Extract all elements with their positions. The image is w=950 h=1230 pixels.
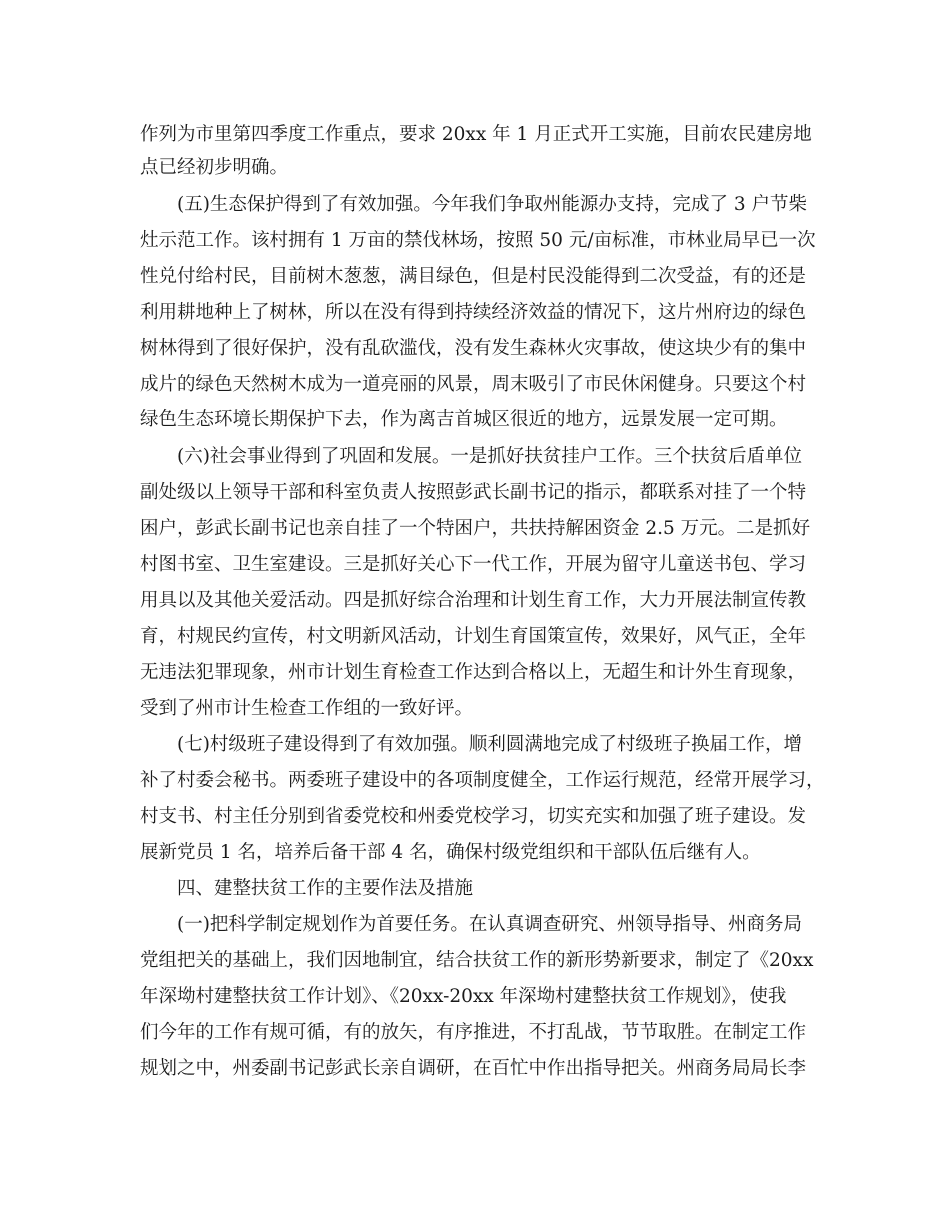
text-line: 年深坳村建整扶贫工作计划》、《20xx-20xx 年深坳村建整扶贫工作规划》，使我 (140, 986, 787, 1007)
text-line: 村图书室、卫生室建设。三是抓好关心下一代工作，开展为留守儿童送书包、学习 (140, 554, 807, 575)
text-line: 用具以及其他关爱活动。四是抓好综合治理和计划生育工作，大力开展法制宣传教 (140, 590, 807, 611)
text-line: 们今年的工作有规可循，有的放矢，有序推进，不打乱战，节节取胜。在制定工作 (140, 1022, 807, 1043)
subsection-1-heading-line: (一)把科学制定规划作为首要任务。在认真调查研究、州领导指导、州商务局 (177, 914, 802, 935)
text-line: 点已经初步明确。 (140, 157, 289, 178)
text-line: 受到了州市计生检查工作组的一致好评。 (140, 698, 474, 719)
text-line: 作列为市里第四季度工作重点，要求 20xx 年 1 月正式开工实施，目前农民建房地 (140, 124, 812, 145)
paragraph-6-heading-line: (六)社会事业得到了巩固和发展。一是抓好扶贫挂户工作。三个扶贫后盾单位 (177, 446, 802, 467)
text-line: 育，村规民约宣传，村文明新风活动，计划生育国策宣传，效果好，风气正，全年 (140, 626, 807, 647)
section-4-heading: 四、建整扶贫工作的主要作法及措施 (177, 878, 474, 899)
text-line: 灶示范工作。该村拥有 1 万亩的禁伐林场，按照 50 元/亩标准，市林业局早已一次 (140, 230, 816, 251)
text-line: 成片的绿色天然树木成为一道亮丽的风景，周末吸引了市民休闲健身。只要这个村 (140, 374, 807, 395)
text-line: 村支书、村主任分别到省委党校和州委党校学习，切实充实和加强了班子建设。发 (140, 806, 807, 827)
text-line: 规划之中，州委副书记彭武长亲自调研，在百忙中作出指导把关。州商务局局长李 (140, 1058, 807, 1079)
text-line: 树林得到了很好保护，没有乱砍滥伐，没有发生森林火灾事故，使这块少有的集中 (140, 338, 807, 359)
paragraph-5-heading-line: (五)生态保护得到了有效加强。今年我们争取州能源办支持，完成了 3 户节柴 (177, 194, 807, 215)
text-line: 绿色生态环境长期保护下去，作为离吉首城区很近的地方，远景发展一定可期。 (140, 409, 788, 430)
paragraph-7-heading-line: (七)村级班子建设得到了有效加强。顺利圆满地完成了村级班子换届工作，增 (177, 734, 802, 755)
text-line: 党组把关的基础上，我们因地制宜，结合扶贫工作的新形势新要求，制定了《20xx (140, 950, 814, 971)
text-line: 补了村委会秘书。两委班子建设中的各项制度健全，工作运行规范，经常开展学习， (140, 770, 825, 791)
text-line: 利用耕地种上了树林，所以在没有得到持续经济效益的情况下，这片州府边的绿色 (140, 302, 807, 323)
text-line: 困户，彭武长副书记也亲自挂了一个特困户，共扶持解困资金 2.5 万元。二是抓好 (140, 518, 811, 539)
text-line: 副处级以上领导干部和科室负责人按照彭武长副书记的指示，都联系对挂了一个特 (140, 482, 807, 503)
text-line: 无违法犯罪现象，州市计划生育检查工作达到合格以上，无超生和计外生育现象， (140, 662, 807, 683)
text-line: 性兑付给村民，目前树木葱葱，满目绿色，但是村民没能得到二次受益，有的还是 (140, 266, 807, 287)
text-line: 展新党员 1 名，培养后备干部 4 名，确保村级党组织和干部队伍后继有人。 (140, 842, 761, 863)
